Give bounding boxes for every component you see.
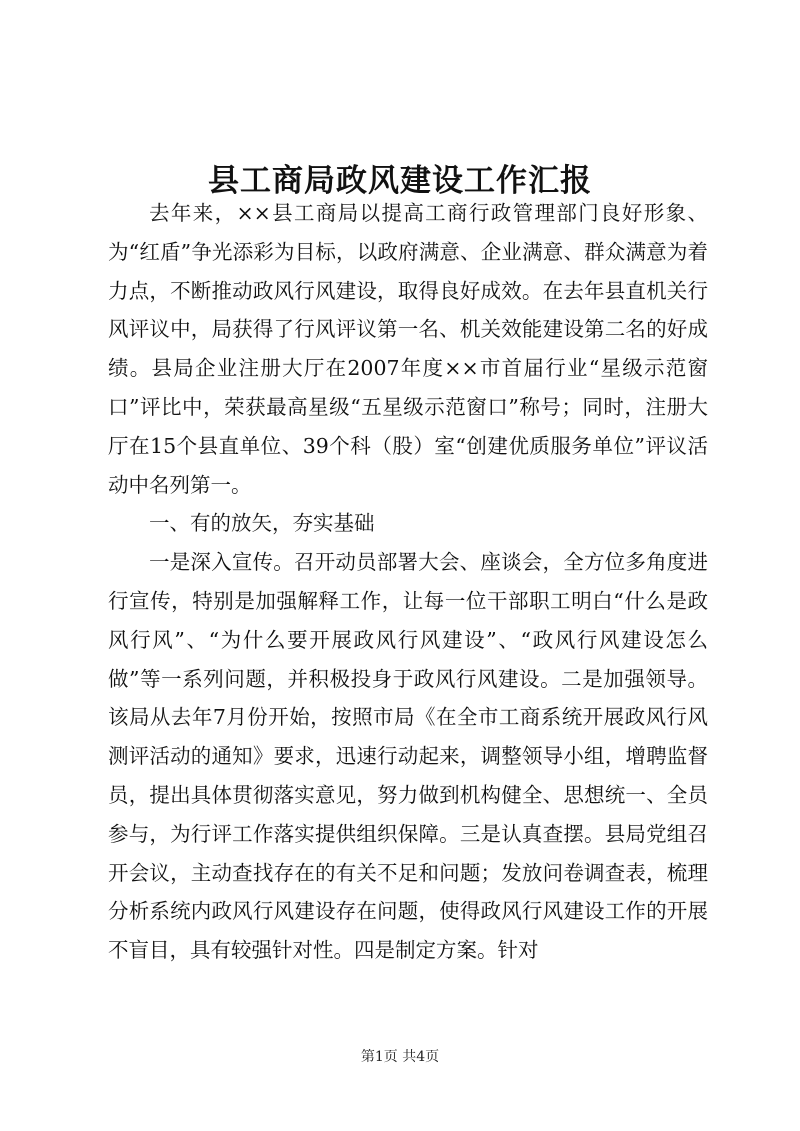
section-heading-1: 一、有的放矢，夯实基础 — [149, 511, 375, 536]
document-body — [108, 194, 708, 970]
document-title: 县工商局政风建设工作汇报 — [208, 162, 592, 199]
paragraph-section-1: 一是深入宣传。召开动员部署大会、座谈会，全方位多角度进行宣传，特别是加强解释工作，让每一位干部职工明白“什么是政风行风”、“为什么要开展政风行风建设”、“政风行风建设怎么做”等一系列问题，并积极投身于政风行风建设。二是加强领导。该局从去年7月份开始，按照市局《在全市工商系统开展政风行风测评活动的通知》要求，迅速行动起来，调整领导小组，增聘监督员，提出具体贯彻落实意见，努力做到机构健全、思想统一、全员参与，为行评工作落实提供组织保障。三是认真查摆。县局党组召开会议，主动查找存在的有关不足和问题；发放问卷调查表，梳理分析系统内政风行风建设存在问题，使得政风行风建设工作的开展不盲目，具有较强针对性。四是制定方案。针对 — [108, 550, 708, 963]
paragraph-intro: 去年来，××县工商局以提高工商行政管理部门良好形象、为“红盾”争光添彩为目标，以政府满意、企业满意、群众满意为着力点，不断推动政风行风建设，取得良好成效。在去年县直机关行风评议中，局获得了行风评议第一名、机关效能建设第二名的好成绩。县局企业注册大厅在2007年度××市首届行业“星级示范窗口”评比中，荣获最高星级“五星级示范窗口”称号；同时，注册大厅在15个县直单位、39个科（股）室“创建优质服务单位”评议活动中名列第一。 — [108, 201, 708, 497]
page-number-footer: 第1页 共4页 — [360, 1049, 440, 1065]
